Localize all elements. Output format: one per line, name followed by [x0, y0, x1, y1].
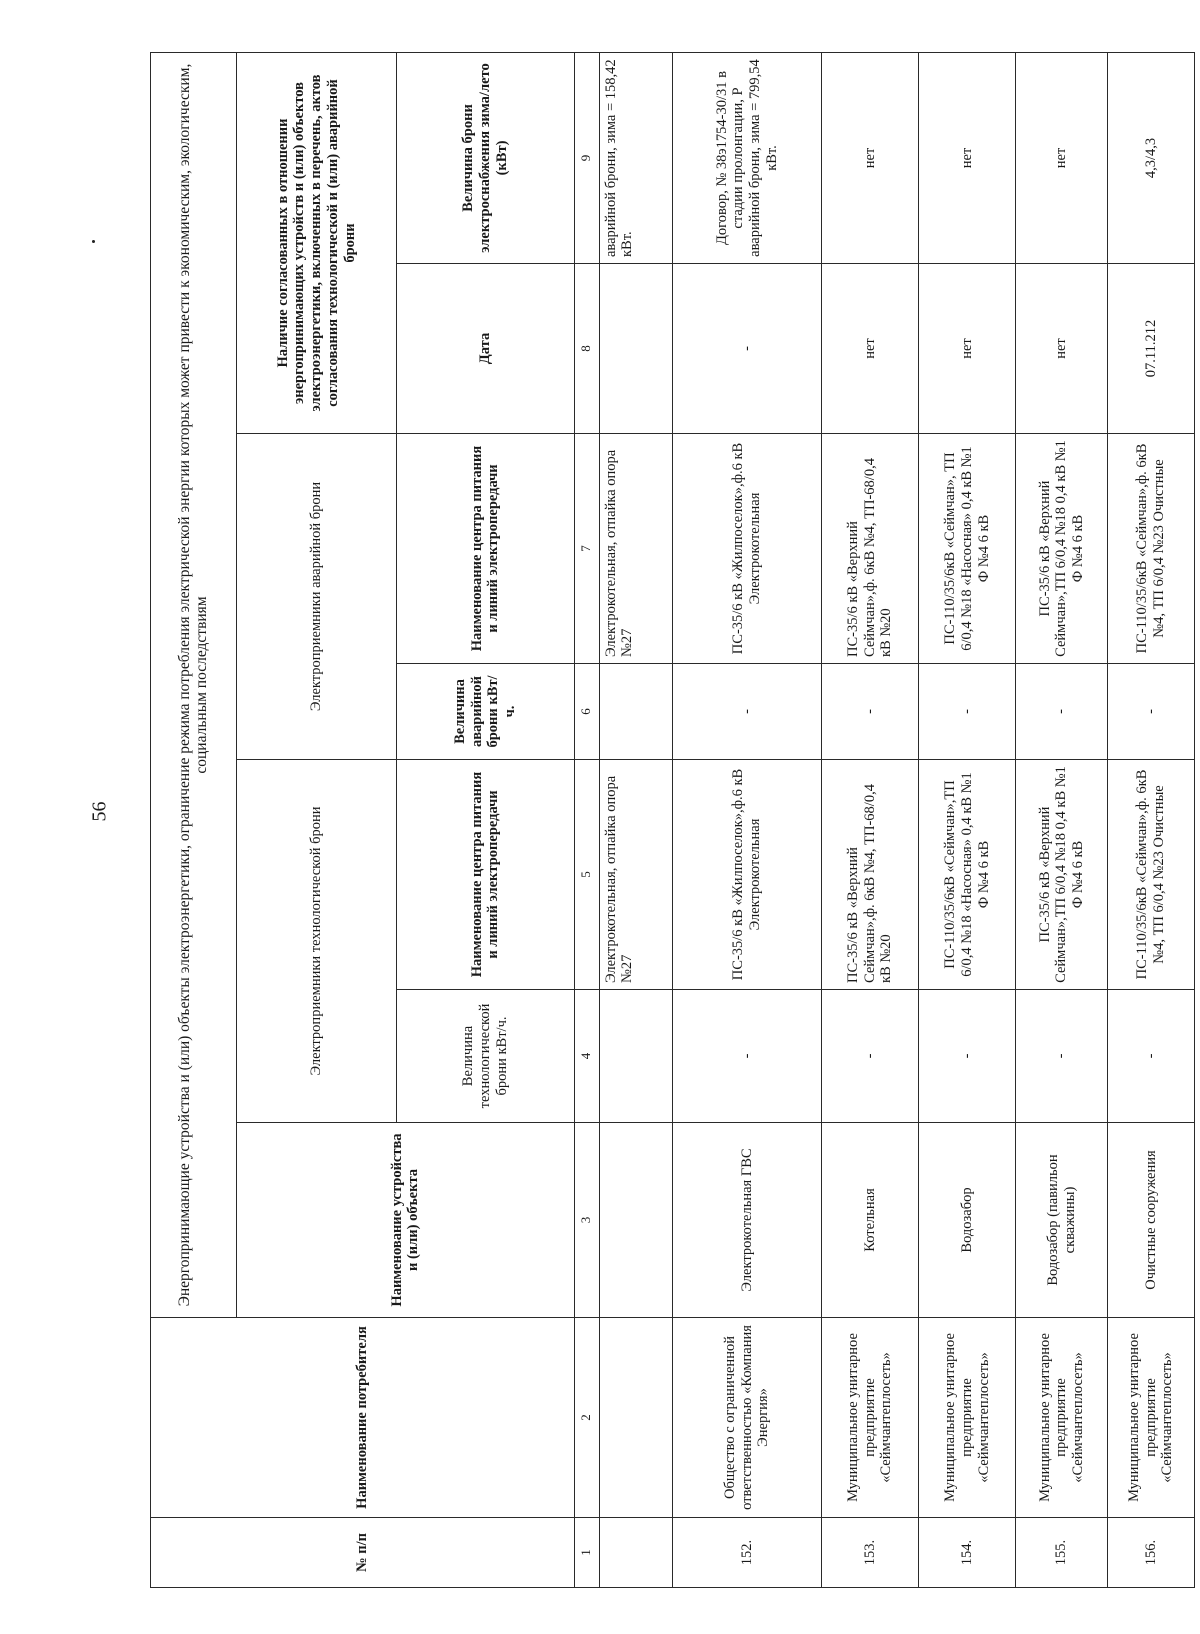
- tech-center-cell: ПС-35/6 кВ «Верхний Сеймчан»,ф. 6кВ №4, ТП-68/0,4 кВ №20: [821, 760, 918, 990]
- consumer-cell: Муниципальное унитарное предприятие «Сеймчантеплосеть»: [1016, 1318, 1108, 1518]
- consumers-table: [150, 52, 1195, 1588]
- tech-center-cell: ПС-35/6 кВ «Жилпоселок»,ф.6 кВ Электрокотельная: [672, 760, 821, 990]
- column-number: 7: [574, 434, 599, 664]
- column-number: 5: [574, 760, 599, 990]
- emerg-center-cell: ПС-110/35/6кВ «Сеймчан», ТП 6/0,4 №18 «Насосная» 0,4 кВ №1 Ф №4 6 кВ: [919, 434, 1016, 664]
- table-row: [672, 53, 821, 1588]
- tech-center-cell: ПС-35/6 кВ «Верхний Сеймчан»,ТП 6/0,4 №18 0,4 кВ №1 Ф №4 6 кВ: [1016, 760, 1108, 990]
- date-cell: нет: [919, 264, 1016, 434]
- column-number: 1: [574, 1518, 599, 1588]
- header-emerg-value: Величина аварийной брони кВт/ч.: [397, 664, 574, 760]
- date-cell: нет: [1016, 264, 1108, 434]
- supply-cell: 4,3/4,3: [1107, 53, 1194, 264]
- table-row: [919, 53, 1016, 1588]
- table-row: [1107, 53, 1194, 1588]
- consumer-cell: Муниципальное унитарное предприятие «Сеймчантеплосеть»: [1107, 1318, 1194, 1518]
- row-num: 156.: [1107, 1518, 1194, 1588]
- row-num: 155.: [1016, 1518, 1108, 1588]
- column-number: 9: [574, 53, 599, 264]
- tech-value-cell: -: [1107, 990, 1194, 1123]
- supply-cell: нет: [919, 53, 1016, 264]
- emerg-center-cell: ПС-35/6 кВ «Верхний Сеймчан»,ТП 6/0,4 №18 0,4 кВ №1 Ф №4 6 кВ: [1016, 434, 1108, 664]
- supply-cell: нет: [821, 53, 918, 264]
- header-tech-group: Электроприемники технологической брони: [236, 760, 396, 1123]
- tech-center-cell: ПС-110/35/6кВ «Сеймчан»,ТП 6/0,4 №18 «Насосная» 0,4 кВ №1 Ф №4 6 кВ: [919, 760, 1016, 990]
- emerg-value-cell: -: [1016, 664, 1108, 760]
- supply-cell: аварийной брони, зима = 158,42 кВт.: [599, 53, 672, 264]
- header-emerg-center: Наименование центра питания и линий электропередачи: [397, 434, 574, 664]
- column-number: 2: [574, 1318, 599, 1518]
- header-agreement-group: Наличие согласованных в отношении энергопринимающих устройств и (или) объектов электроэнергетики, включенных в перечень, актов согласования технологической и (или) аварийной брони: [236, 53, 396, 434]
- column-number: 4: [574, 990, 599, 1123]
- header-emerg-group: Электроприемники аварийной брони: [236, 434, 396, 760]
- header-device: Наименование устройства и (или) объекта: [236, 1123, 574, 1318]
- page-number: 56: [88, 801, 111, 822]
- header-num: № п/п: [151, 1518, 575, 1588]
- device-cell: Электрокотельная ГВС: [672, 1123, 821, 1318]
- header-tech-value: Величина технологической брони кВт/ч.: [397, 990, 574, 1123]
- emerg-center-cell: ПС-110/35/6кВ «Сеймчан»,ф. 6кВ №4, ТП 6/0,4 №23 Очистные: [1107, 434, 1194, 664]
- device-cell: Очистные сооружения: [1107, 1123, 1194, 1318]
- tech-center-cell: Электрокотельная, отпайка опора №27: [599, 760, 672, 990]
- supply-cell: Договор, № 38э1754-30/31 в стадии пролонгации, Р аварийной брони, зима = 799,54 кВт.: [672, 53, 821, 264]
- table-caption: Энергопринимающие устройства и (или) объекты электроэнергетики, ограничение режима потребления электрической энергии которых может привести к экономическим, экологическим, социальным последствиям: [151, 53, 237, 1318]
- row-num: 152.: [672, 1518, 821, 1588]
- device-cell: Водозабор: [919, 1123, 1016, 1318]
- column-number-row: [574, 53, 599, 1588]
- date-cell: нет: [821, 264, 918, 434]
- column-number: 6: [574, 664, 599, 760]
- device-cell: Котельная: [821, 1123, 918, 1318]
- header-supply: Величина брони электроснабжения зима/лето (кВт): [397, 53, 574, 264]
- tech-value-cell: -: [821, 990, 918, 1123]
- column-number: 8: [574, 264, 599, 434]
- table-row: [1016, 53, 1108, 1588]
- consumer-cell: Муниципальное унитарное предприятие «Сеймчантеплосеть»: [821, 1318, 918, 1518]
- header-tech-center: Наименование центра питания и линий электропередачи: [397, 760, 574, 990]
- consumer-cell: Муниципальное унитарное предприятие «Сеймчантеплосеть»: [919, 1318, 1016, 1518]
- emerg-center-cell: Электрокотельная, отпайка опора №27: [599, 434, 672, 664]
- supply-cell: нет: [1016, 53, 1108, 264]
- header-date: Дата: [397, 264, 574, 434]
- tech-value-cell: -: [919, 990, 1016, 1123]
- date-cell: 07.11.212: [1107, 264, 1194, 434]
- emerg-value-cell: -: [672, 664, 821, 760]
- table-row: [821, 53, 918, 1588]
- rotated-table-wrapper: [150, 53, 1195, 1588]
- tech-center-cell: ПС-110/35/6кВ «Сеймчан»,ф. 6кВ №4, ТП 6/0,4 №23 Очистные: [1107, 760, 1194, 990]
- tech-value-cell: -: [672, 990, 821, 1123]
- date-cell: -: [672, 264, 821, 434]
- device-cell: Водозабор (павильон скважины): [1016, 1123, 1108, 1318]
- row-num: 153.: [821, 1518, 918, 1588]
- emerg-value-cell: -: [821, 664, 918, 760]
- header-consumer: Наименование потребителя: [151, 1318, 575, 1518]
- row-num: 154.: [919, 1518, 1016, 1588]
- emerg-center-cell: ПС-35/6 кВ «Жилпоселок»,ф.6 кВ Электрокотельная: [672, 434, 821, 664]
- consumer-cell: Общество с ограниченной ответственностью «Компания Энергия»: [672, 1318, 821, 1518]
- column-number: 3: [574, 1123, 599, 1318]
- tech-value-cell: -: [1016, 990, 1108, 1123]
- continuation-row: [599, 53, 672, 1588]
- emerg-center-cell: ПС-35/6 кВ «Верхний Сеймчан»,ф. 6кВ №4, ТП-68/0,4 кВ №20: [821, 434, 918, 664]
- emerg-value-cell: -: [1107, 664, 1194, 760]
- scan-speck: [92, 240, 95, 243]
- emerg-value-cell: -: [919, 664, 1016, 760]
